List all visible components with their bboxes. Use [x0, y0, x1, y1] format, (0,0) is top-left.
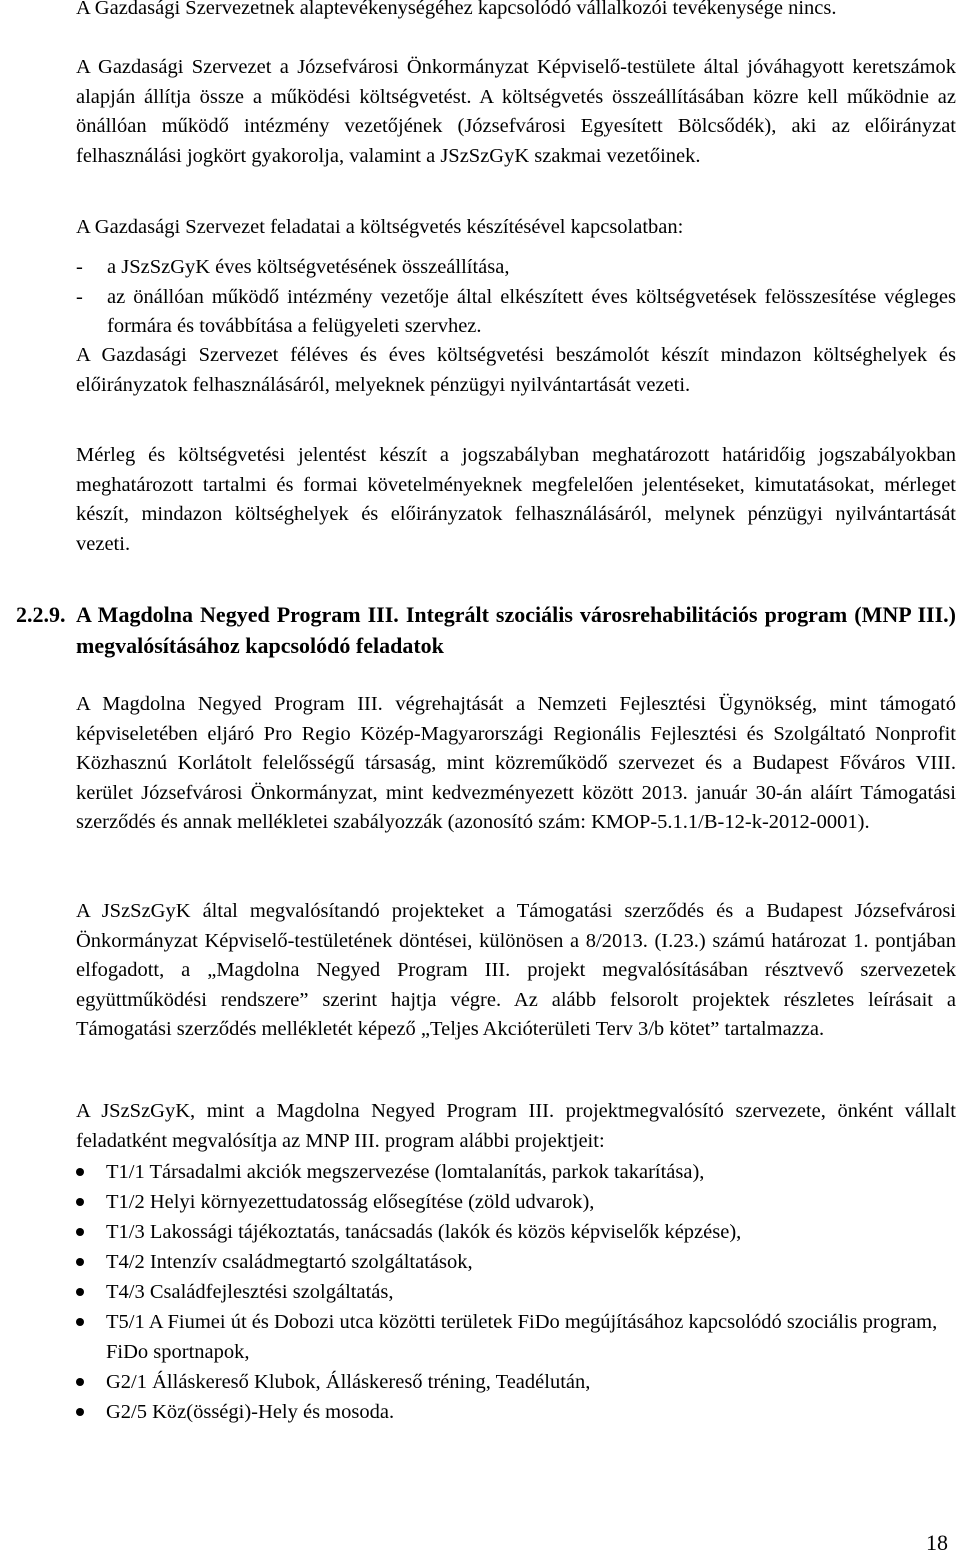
paragraph-budget — [76, 53, 956, 171]
paragraph-text: Mérleg és költségvetési jelentést készít a jogszabályban meghatározott határidőig jogszabályokban meghatározott tartalmi és formai követelményeknek megfelelően jelentéseket, kimutatásokat, mérleget készít, mindazon költséghelyek és előirányzatok felhasználásáról, melynek pénzügyi nyilvántartását vezeti. — [76, 444, 956, 555]
paragraph-project-list-intro — [76, 1097, 956, 1156]
paragraph-reports — [76, 341, 956, 400]
paragraph-tasks-intro — [76, 213, 956, 243]
bullet-icon — [76, 1258, 84, 1266]
dash-item-text: az önállóan működő intézmény vezetője által elkészített éves költségvetések felösszesítése végleges formára és továbbítása a felügyeleti szervhez. — [107, 285, 956, 337]
list-item: G2/1 Álláskereső Klubok, Álláskereső tréning, Teadélután, — [76, 1367, 956, 1397]
project-bullet-list — [76, 1157, 956, 1427]
bullet-icon — [76, 1318, 84, 1326]
paragraph-text: A Gazdasági Szervezet féléves és éves költségvetési beszámolót készít mindazon költséghelyek és előirányzatok felhasználásáról, melyeknek pénzügyi nyilvántartását vezeti. — [76, 344, 956, 396]
page-number: 18 — [926, 1530, 948, 1555]
bullet-icon — [76, 1408, 84, 1416]
paragraph-text: A Gazdasági Szervezet feladatai a költségvetés készítésével kapcsolatban: — [76, 216, 684, 238]
paragraph-text: A Magdolna Negyed Program III. végrehajtását a Nemzeti Fejlesztési Ügynökség, mint támogató képviseletében eljáró Pro Regio Közép-Magyarországi Regionális Fejlesztési és Szolgáltató Nonprofit Közhasznú Korlátolt felelősségű társaság, mint közreműködő szervezet és a Budapest Főváros VIII. kerület Józsefvárosi Önkormányzat, mint kedvezményezett között 2013. január 30-án aláírt Támogatási szerződés és annak mellékletei szabályozzák (azonosító szám: KMOP-5.1.1/B-12-k-2012-0001). — [76, 693, 956, 833]
list-item: T1/3 Lakossági tájékoztatás, tanácsadás (lakók és közös képviselők képzése), — [76, 1217, 956, 1247]
dash-marker: - — [76, 256, 83, 278]
bullet-icon — [76, 1288, 84, 1296]
list-item: T1/2 Helyi környezettudatosság elősegítése (zöld udvarok), — [76, 1187, 956, 1217]
paragraph-text: A JSzSzGyK, mint a Magdolna Negyed Program III. projektmegvalósító szervezete, önként vállalt feladatként megvalósítja az MNP III. program alábbi projektjeit: — [76, 1100, 956, 1152]
section-number: 2.2.9. — [16, 602, 66, 627]
list-item: G2/5 Köz(össégi)-Hely és mosoda. — [76, 1397, 956, 1427]
bullet-icon — [76, 1378, 84, 1386]
bullet-icon — [76, 1198, 84, 1206]
dash-item-text: a JSzSzGyK éves költségvetésének összeállítása, — [107, 256, 510, 278]
dash-list — [76, 253, 956, 342]
paragraph-text: A Gazdasági Szervezet a Józsefvárosi Önkormányzat Képviselő-testülete által jóváhagyott keretszámok alapján állítja össze a működési költségvetést. A költségvetés összeállításában közre kell működnie az önállóan működő intézmény vezetőjének (Józsefvárosi Egyesített Bölcsődék), aki az előirányzat felhasználási jogkört gyakorolja, valamint a JSzSzGyK szakmai vezetőinek. — [76, 56, 956, 167]
dash-list-item — [76, 283, 956, 342]
list-item: T1/1 Társadalmi akciók megszervezése (lomtalanítás, parkok takarítása), — [76, 1157, 956, 1187]
bullet-icon — [76, 1228, 84, 1236]
intro-text: A Gazdasági Szervezetnek alaptevékenységéhez kapcsolódó vállalkozói tevékenysége nincs. — [76, 0, 837, 19]
list-item: T5/1 A Fiumei út és Dobozi utca közötti területek FiDo megújításához kapcsolódó szociális program, FiDo sportnapok, — [76, 1307, 956, 1367]
paragraph-projects — [76, 897, 956, 1045]
paragraph-mnp-execution — [76, 690, 956, 838]
section-heading — [16, 599, 956, 661]
dash-marker: - — [76, 285, 83, 308]
list-item: T4/3 Családfejlesztési szolgáltatás, — [76, 1277, 956, 1307]
section-title: A Magdolna Negyed Program III. Integrált szociális városrehabilitációs program (MNP III.) megvalósításához kapcsolódó feladatok — [76, 602, 956, 658]
bullet-icon — [76, 1168, 84, 1176]
dash-list-item — [76, 253, 956, 283]
paragraph-balance — [76, 441, 956, 559]
list-item: T4/2 Intenzív családmegtartó szolgáltatások, — [76, 1247, 956, 1277]
paragraph-text: A JSzSzGyK által megvalósítandó projekteket a Támogatási szerződés és a Budapest Józsefvárosi Önkormányzat Képviselő-testületének döntései, különösen a 8/2013. (I.23.) számú határozat 1. pontjában elfogadott, a „Magdolna Negyed Program III. projekt megvalósításában résztvevő szervezetek együttműködési rendszere” szerint hajtja végre. Az alább felsorolt projektek részletes leírásait a Támogatási szerződés mellékletét képező „Teljes Akcióterületi Terv 3/b kötet” tartalmazza. — [76, 900, 956, 1040]
